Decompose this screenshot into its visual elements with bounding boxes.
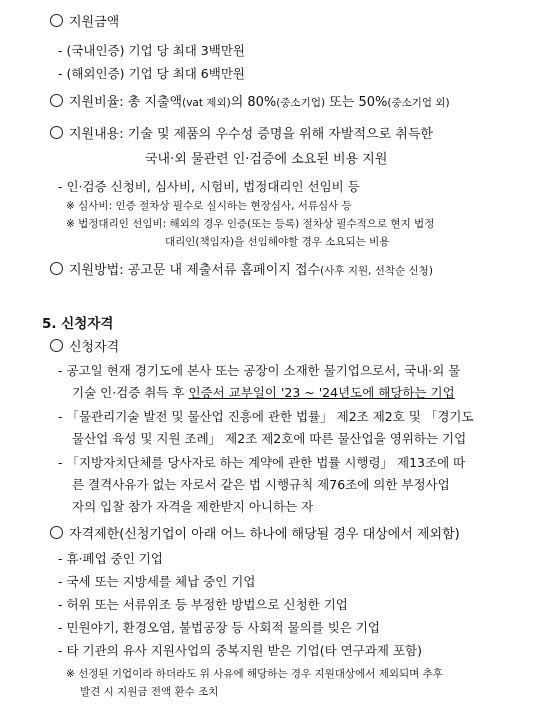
circle-bullet-icon <box>50 94 63 107</box>
support-content-note: ※ 심사비: 인증 절차상 필수로 실시하는 현장심사, 서류심사 등 <box>66 200 352 212</box>
eligibility-item: - 「지방자치단체를 당사자로 하는 계약에 관한 법률 시행령」 제13조에 따 <box>58 455 466 470</box>
support-content-note: ※ 법정대리인 선임비: 해외의 경우 인증(또는 등록) 절차상 필수적으로 현지 법정 <box>66 218 435 230</box>
eligibility-item: 자의 입찰 참가 자격을 제한받지 아니하는 자 <box>72 499 314 514</box>
section-heading: 5. 신청자격 <box>42 316 114 332</box>
support-amount-title: 지원금액 <box>50 14 119 31</box>
eligibility-title: 신청자격 <box>50 339 119 356</box>
support-content-line1: 지원내용: 기술 및 제품의 우수성 증명을 위해 자발적으로 취득한 <box>50 126 433 143</box>
circle-bullet-icon <box>50 14 63 27</box>
eligibility-item: - 「물관리기술 발전 및 물산업 진흥에 관한 법률」 제2조 제2호 및 「경기도 <box>58 409 474 424</box>
eligibility-item: 물산업 육성 및 지원 조례」 제2조 제2호에 따른 물산업을 영위하는 기업 <box>72 431 467 446</box>
support-ratio-line: 지원비율: 총 지출액(vat 제외)의 80%(중소기업) 또는 50%(중소기업 외) <box>50 94 450 112</box>
restriction-note: 발견 시 지원금 전액 환수 조치 <box>80 686 219 698</box>
support-amount-item: - (국내인증) 기업 당 최대 3백만원 <box>58 43 245 58</box>
eligibility-item: - 공고일 현재 경기도에 본사 또는 공장이 소재한 물기업으로서, 국내·외 물 <box>58 363 461 378</box>
support-content-line2: 국내·외 물관련 인·검증에 소요된 비용 지원 <box>145 152 388 167</box>
eligibility-item: 기술 인·검증 취득 후 인증서 교부일이 '23 ~ '24년도에 해당하는 기업 <box>72 385 455 400</box>
circle-bullet-icon <box>50 126 63 139</box>
circle-bullet-icon <box>50 262 63 275</box>
restriction-item: - 휴·폐업 중인 기업 <box>58 551 163 566</box>
circle-bullet-icon <box>50 526 63 539</box>
support-method-line: 지원방법: 공고문 내 제출서류 홈페이지 접수(사후 지원, 선착순 신청) <box>50 262 433 280</box>
restriction-item: - 타 기관의 유사 지원사업의 중복지원 받은 기업(타 연구과제 포함) <box>58 643 422 658</box>
restriction-item: - 국세 또는 지방세를 체납 중인 기업 <box>58 574 256 589</box>
support-content-item: - 인·검증 신청비, 심사비, 시험비, 법정대리인 선임비 등 <box>58 179 360 194</box>
eligibility-item: 른 결격사유가 없는 자로서 같은 법 시행규칙 제76조에 의한 부정사업 <box>72 477 450 492</box>
circle-bullet-icon <box>50 339 63 352</box>
restriction-title: 자격제한(신청기업이 아래 어느 하나에 해당될 경우 대상에서 제외함) <box>50 526 460 543</box>
support-content-note: 대리인(책임자)을 선임해야할 경우 소요되는 비용 <box>165 236 390 248</box>
restriction-item: - 허위 또는 서류위조 등 부정한 방법으로 신청한 기업 <box>58 597 348 612</box>
restriction-note: ※ 선정된 기업이라 하더라도 위 사유에 해당하는 경우 지원대상에서 제외되며 추후 <box>66 668 443 680</box>
restriction-item: - 민원야기, 환경오염, 불법공장 등 사회적 물의를 빚은 기업 <box>58 620 380 635</box>
support-amount-item: - (해외인증) 기업 당 최대 6백만원 <box>58 66 245 81</box>
